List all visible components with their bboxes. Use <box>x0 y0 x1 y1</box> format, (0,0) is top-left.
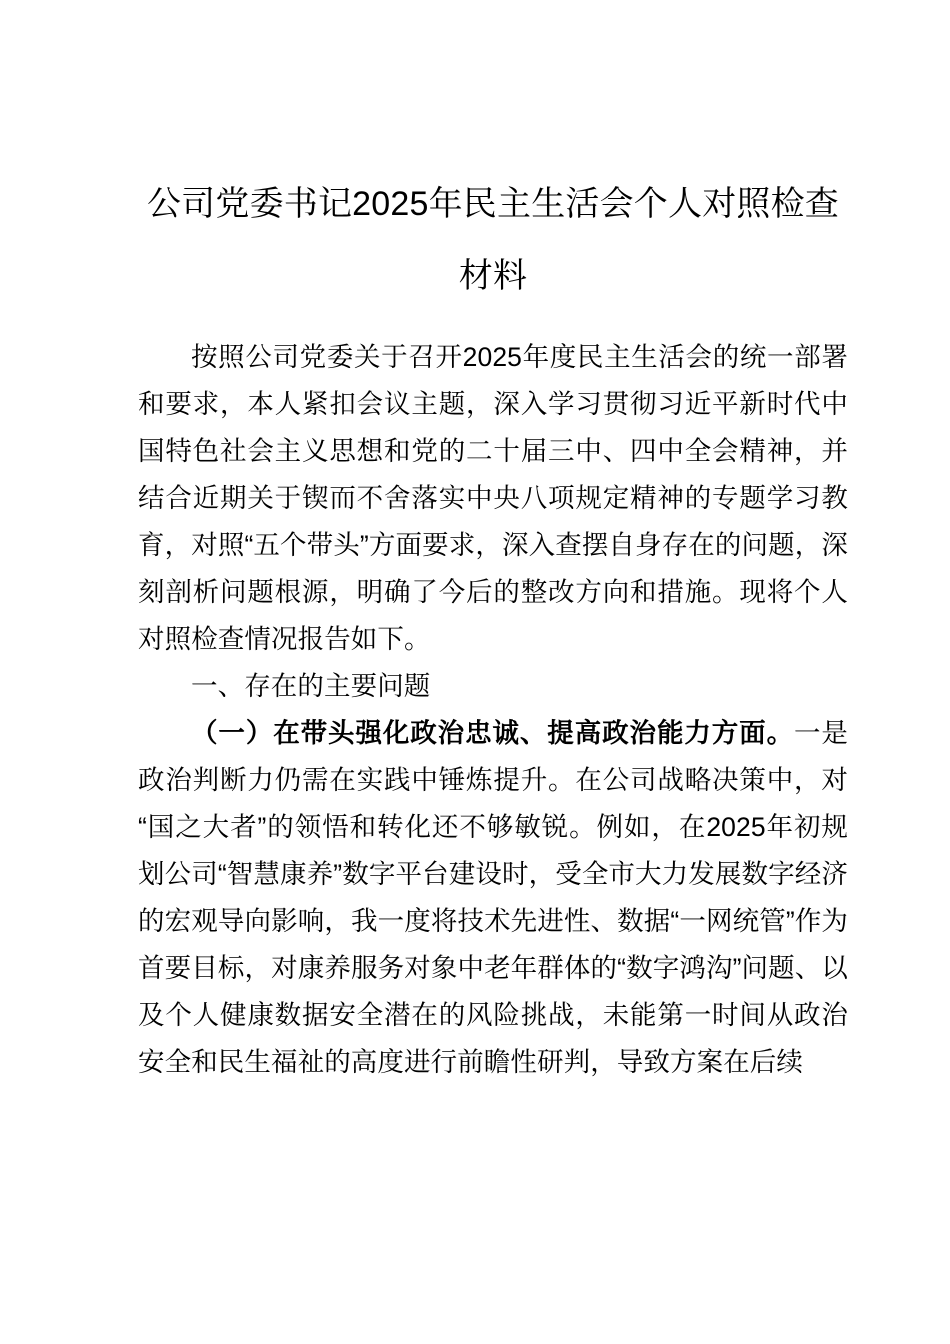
document-content <box>138 168 848 1086</box>
opening-paragraph: 按照公司党委关于召开2025年度民主生活会的统一部署和要求，本人紧扣会议主题，深入学习贯彻习近平新时代中国特色社会主义思想和党的二十届三中、四中全会精神，并结合近期关于锲而不舍落实中央八项规定精神的专题学习教育，对照“五个带头”方面要求，深入查摆自身存在的问题，深刻剖析问题根源，明确了今后的整改方向和措施。现将个人对照检查情况报告如下。 <box>138 342 848 654</box>
subsection-one-paragraph <box>138 710 848 1086</box>
title-body-spacer <box>138 312 848 334</box>
subsection-one-bold-lead: （一）在带头强化政治忠诚、提高政治能力方面。 <box>191 718 794 748</box>
subsection-one-text: 一是政治判断力仍需在实践中锤炼提升。在公司战略决策中，对“国之大者”的领悟和转化还不够敏锐。例如，在2025年初规划公司“智慧康养”数字平台建设时，受全市大力发展数字经济的宏观导向影响，我一度将技术先进性、数据“一网统管”作为首要目标，对康养服务对象中老年群体的“数字鸿沟”问题、以及个人健康数据安全潜在的风险挑战，未能第一时间从政治安全和民生福祉的高度进行前瞻性研判，导致方案在后续 <box>138 718 849 1077</box>
section-one-heading: 一、存在的主要问题 <box>191 671 431 701</box>
page-title: 公司党委书记2025年民主生活会个人对照检查材料 <box>146 185 840 295</box>
